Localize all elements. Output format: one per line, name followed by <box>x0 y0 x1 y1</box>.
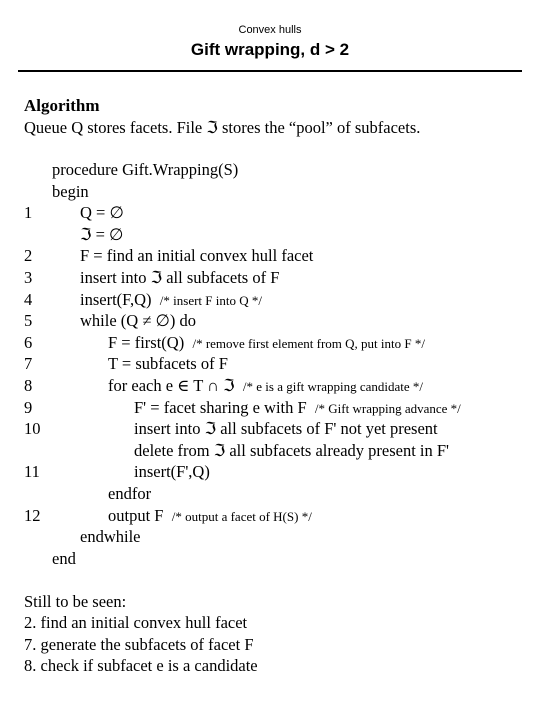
code-line <box>0 527 540 549</box>
code-line <box>0 268 540 290</box>
statement-text: output F <box>108 505 164 525</box>
code-statement <box>108 506 312 526</box>
code-statement <box>80 225 123 245</box>
code-statement <box>80 246 313 266</box>
statement-text: T = subfacets of F <box>108 354 228 374</box>
code-statement <box>134 462 210 482</box>
line-number: 3 <box>24 267 33 287</box>
code-line <box>0 225 540 247</box>
code-statement <box>134 398 461 418</box>
code-line <box>0 462 540 484</box>
code-statement <box>108 333 425 353</box>
statement-text: delete from ℑ all subfacets already present in F' <box>134 440 450 460</box>
code-line <box>0 182 540 204</box>
remaining-item: 8. check if subfacet e is a candidate <box>24 656 258 676</box>
line-number: 5 <box>24 311 33 331</box>
slide-title: Gift wrapping, d > 2 <box>190 40 350 59</box>
code-statement <box>52 160 238 180</box>
title-divider <box>18 70 522 72</box>
code-statement <box>134 419 438 439</box>
statement-text: endwhile <box>80 527 141 547</box>
statement-text: endfor <box>108 483 152 503</box>
algorithm-heading: Algorithm <box>24 96 100 115</box>
statement-text: insert into ℑ all subfacets of F <box>80 267 280 287</box>
code-statement <box>108 484 151 504</box>
code-statement <box>134 441 449 461</box>
statement-text: while (Q ≠ ∅) do <box>80 311 196 331</box>
code-statement <box>80 527 140 547</box>
line-number: 1 <box>24 203 33 223</box>
code-line <box>0 484 540 506</box>
line-number: 9 <box>24 397 33 417</box>
code-statement <box>80 268 279 288</box>
code-line <box>0 441 540 463</box>
code-statement <box>52 549 76 569</box>
code-statement <box>80 290 262 310</box>
slide-subtitle: Convex hulls <box>238 24 302 36</box>
line-number: 4 <box>24 289 33 309</box>
line-number: 7 <box>24 354 33 374</box>
line-number: 2 <box>24 246 33 266</box>
statement-text: F = find an initial convex hull facet <box>80 246 314 266</box>
statement-text: procedure Gift.Wrapping(S) <box>52 160 239 179</box>
remaining-heading: Still to be seen: <box>24 592 127 611</box>
statement-text: begin <box>52 181 89 201</box>
statement-text: insert(F',Q) <box>134 462 210 482</box>
statement-text: for each e ∈ T ∩ ℑ <box>108 375 235 395</box>
statement-text: end <box>52 548 76 568</box>
line-number: 12 <box>24 505 41 525</box>
code-line <box>0 160 540 182</box>
code-statement <box>80 203 124 223</box>
line-number: 10 <box>24 419 41 439</box>
code-line <box>0 398 540 420</box>
code-line <box>0 311 540 333</box>
code-comment: /* remove first element from Q, put into F */ <box>192 335 425 351</box>
code-line <box>0 549 540 571</box>
pseudocode-block <box>0 160 540 570</box>
statement-text: insert(F,Q) <box>80 289 152 309</box>
code-statement <box>52 182 89 202</box>
code-line <box>0 419 540 441</box>
code-line <box>0 290 540 312</box>
code-line <box>0 203 540 225</box>
code-comment: /* e is a gift wrapping candidate */ <box>242 378 424 394</box>
remaining-item: 2. find an initial convex hull facet <box>24 613 248 633</box>
line-number: 11 <box>24 462 40 482</box>
line-number: 6 <box>24 332 33 352</box>
code-line <box>0 354 540 376</box>
code-comment: /* insert F into Q */ <box>159 292 262 308</box>
statement-text: Q = ∅ <box>80 203 124 223</box>
algorithm-intro: Queue Q stores facets. File ℑ stores the “pool” of subfacets. <box>24 118 421 137</box>
code-line <box>0 333 540 355</box>
statement-text: F = first(Q) <box>108 332 185 352</box>
code-statement <box>108 354 228 374</box>
code-line <box>0 246 540 268</box>
code-statement <box>80 311 196 331</box>
code-line <box>0 506 540 528</box>
remaining-item: 7. generate the subfacets of facet F <box>24 634 254 654</box>
code-line <box>0 376 540 398</box>
code-comment: /* output a facet of H(S) */ <box>171 508 312 524</box>
statement-text: insert into ℑ all subfacets of F' not yet present <box>134 419 438 439</box>
statement-text: ℑ = ∅ <box>80 224 124 244</box>
statement-text: F' = facet sharing e with F <box>134 397 307 417</box>
line-number: 8 <box>24 375 33 395</box>
code-statement <box>108 376 423 396</box>
remaining-items <box>24 592 258 678</box>
code-comment: /* Gift wrapping advance */ <box>314 400 461 416</box>
